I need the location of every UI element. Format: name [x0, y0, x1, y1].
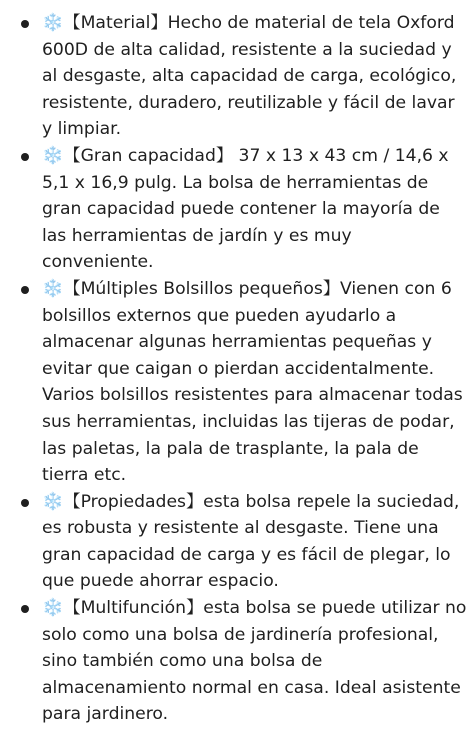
bullet-text: ❄️【Múltiples Bolsillos pequeños】Vienen con 6 bolsillos externos que pueden ayudarlo a almacenar algunas herramientas pequeñas y evitar que caigan o pierdan accidentalmente. Varios bolsillos resistentes para almacenar todas sus herramientas, incluidas las tijeras de podar, las paletas, la pala de trasplante, la pala de tierra etc.: [42, 278, 463, 486]
bullet-text: ❄️【Propiedades】esta bolsa repele la suciedad, es robusta y resistente al desgaste. Tiene una gran capacidad de carga y es fácil de plegar, lo que puede ahorrar espacio.: [42, 491, 460, 592]
bullet-dot: [21, 20, 29, 28]
bullet-text: ❄️【Material】Hecho de material de tela Oxford 600D de alta calidad, resistente a la suciedad y al desgaste, alta capacidad de carga, ecológico, resistente, duradero, reutilizable y fácil de lavar y limpiar.: [42, 13, 457, 140]
bullet-item-pockets: [18, 276, 467, 489]
bullet-item-multifunction: [18, 595, 467, 728]
bullet-item-properties: [18, 489, 467, 595]
bullet-dot: [21, 153, 29, 161]
bullet-dot: [21, 286, 29, 294]
bullet-dot: [21, 499, 29, 507]
bullet-dot: [21, 605, 29, 613]
bullet-item-capacity: [18, 143, 467, 276]
bullet-item-material: [18, 10, 467, 143]
bullet-text: ❄️【Gran capacidad】 37 x 13 x 43 cm / 14,6 x 5,1 x 16,9 pulg. La bolsa de herramientas de gran capacidad puede contener la mayoría de las herramientas de jardín y es muy conveniente.: [42, 145, 449, 273]
bullet-text: ❄️【Multifunción】esta bolsa se puede utilizar no solo como una bolsa de jardinería profesional, sino también como una bolsa de almacenamiento normal en casa. Ideal asistente para jardinero.: [42, 598, 467, 725]
